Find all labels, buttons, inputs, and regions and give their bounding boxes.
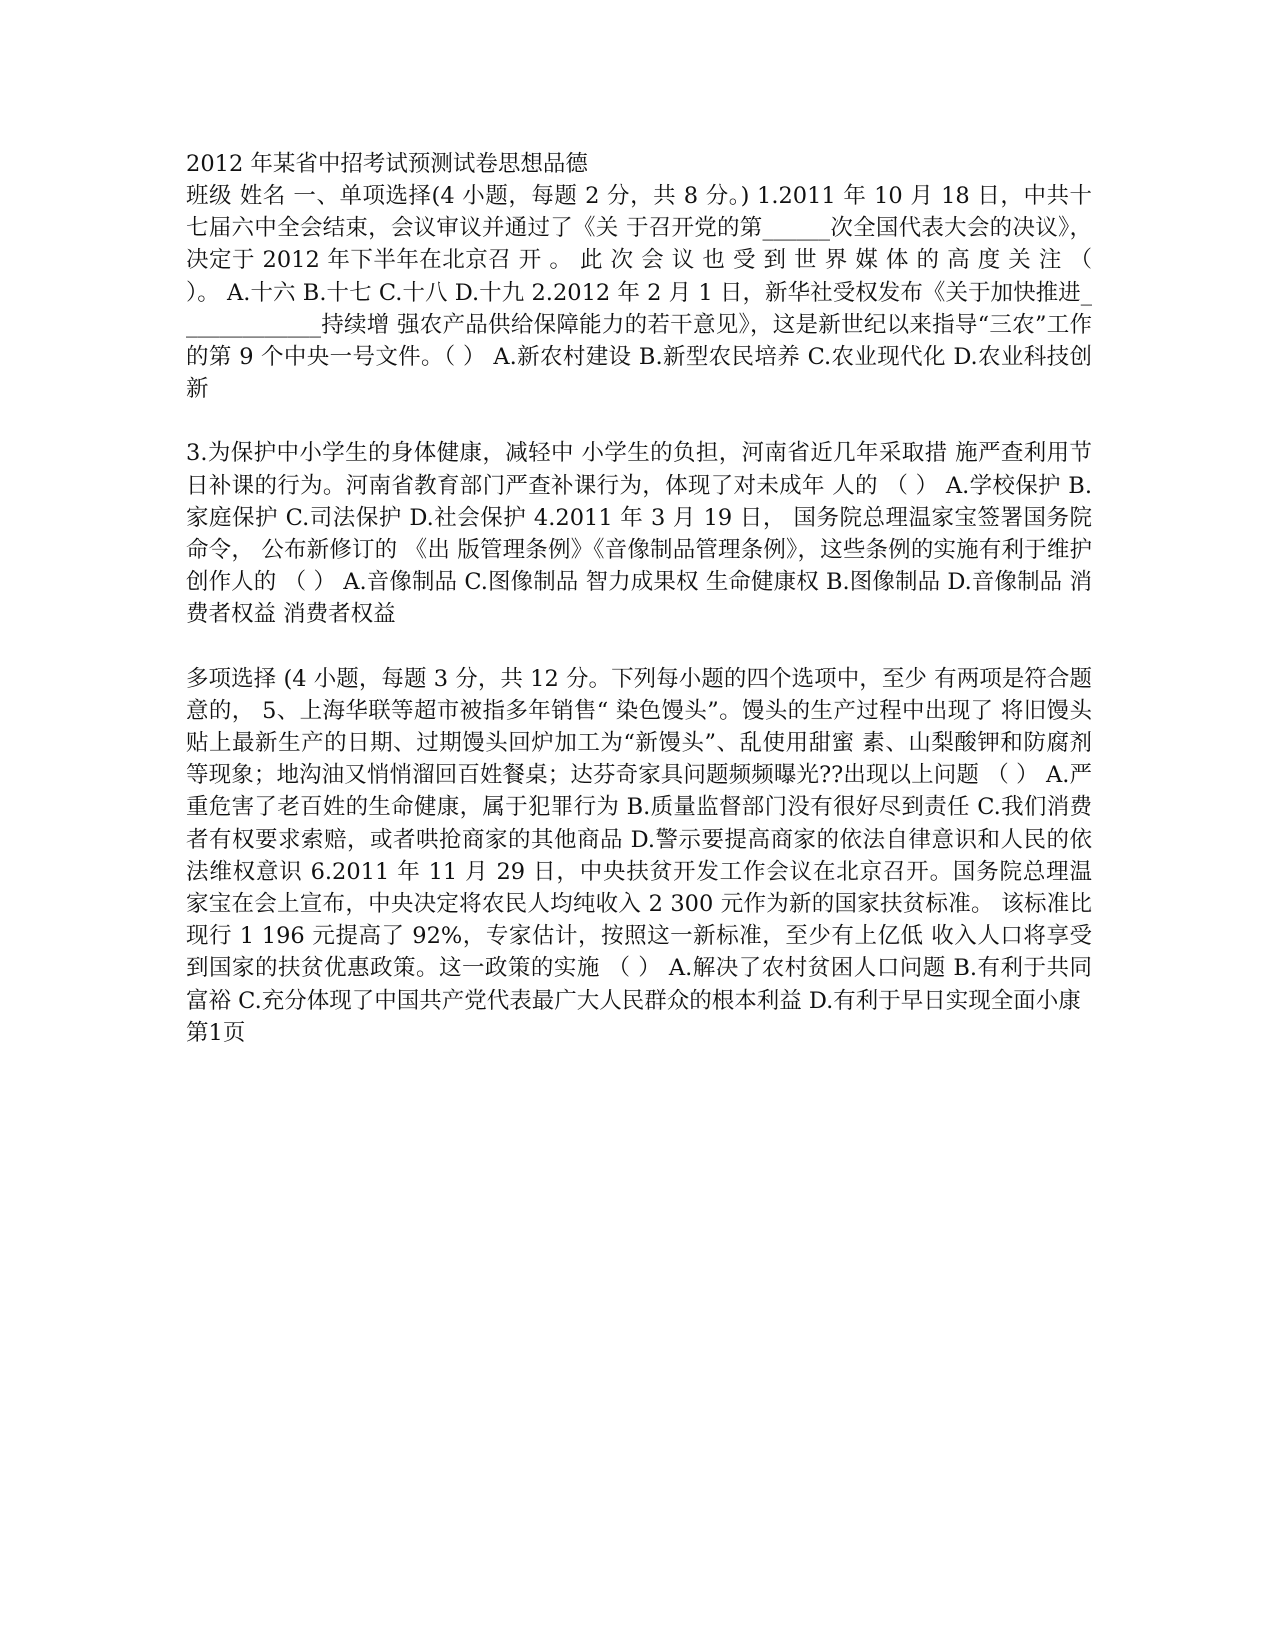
paragraph-spacer	[186, 405, 1092, 437]
paragraph-single-choice-1-2: 班级 姓名 一、单项选择(4 小题，每题 2 分，共 8 分。) 1.2011 年 10 月 18 日，中共十七届六中全会结束，会议审议并通过了《关 于召开党的第______次全国代表大会的决议》，决定于 2012 年下半年在北京召 开 。 此 次 会 议 也 受 到 世 界 媒 体 的 高 度 关 注 （ ）。 A.十六 B.十七 C.十八 D.十九 2.2012 年 2 月 1 日，新华社受权发布《关于加快推进_____________持续增 强农产品供给保障能力的若干意见》，这是新世纪以来指导“三农”工作的第 9 个中央一号文件。（ ） A.新农村建设 B.新型农民培养 C.农业现代化 D.农业科技创新	[186, 183, 1092, 403]
document-content	[186, 148, 1092, 1049]
paragraph-spacer	[186, 631, 1092, 663]
document-title: 2012 年某省中招考试预测试卷思想品德	[186, 151, 588, 177]
page-number: 第1页	[186, 1019, 246, 1046]
paragraph-multiple-choice-5-6: 多项选择 (4 小题，每题 3 分，共 12 分。下列每小题的四个选项中，至少 有两项是符合题意的， 5、上海华联等超市被指多年销售“ 染色馒头”。馒头的生产过程中出现了 将旧馒头贴上最新生产的日期、过期馒头回炉加工为“新馒头”、乱使用甜蜜 素、山梨酸钾和防腐剂等现象；地沟油又悄悄溜回百姓餐桌；达芬奇家具问题频频曝光??出现以上问题 （ ） A.严重危害了老百姓的生命健康，属于犯罪行为 B.质量监督部门没有很好尽到责任 C.我们消费者有权要求索赔，或者哄抢商家的其他商品 D.警示要提高商家的依法自律意识和人民的依法维权意识 6.2011 年 11 月 29 日，中央扶贫开发工作会议在北京召开。国务院总理温 家宝在会上宣布，中央决定将农民人均纯收入 2 300 元作为新的国家扶贫标准。 该标准比现行 1 196 元提高了 92%，专家估计，按照这一新标准，至少有上亿低 收入人口将享受到国家的扶贫优惠政策。这一政策的实施 （ ） A.解决了农村贫困人口问题 B.有利于共同富裕 C.充分体现了中国共产党代表最广大人民群众的根本利益 D.有利于早日实现全面小康	[186, 665, 1092, 1014]
paragraph-single-choice-3-4: 3.为保护中小学生的身体健康，减轻中 小学生的负担，河南省近几年采取措 施严查利用节日补课的行为。河南省教育部门严查补课行为，体现了对未成年 人的 （ ） A.学校保护 B.家庭保护 C.司法保护 D.社会保护 4.2011 年 3 月 19 日， 国务院总理温家宝签署国务院命令， 公布新修订的 《出 版管理条例》《音像制品管理条例》，这些条例的实施有利于维护创作人的 （ ） A.音像制品 C.图像制品 智力成果权 生命健康权 B.图像制品 D.音像制品 消费者权益 消费者权益	[186, 440, 1092, 628]
